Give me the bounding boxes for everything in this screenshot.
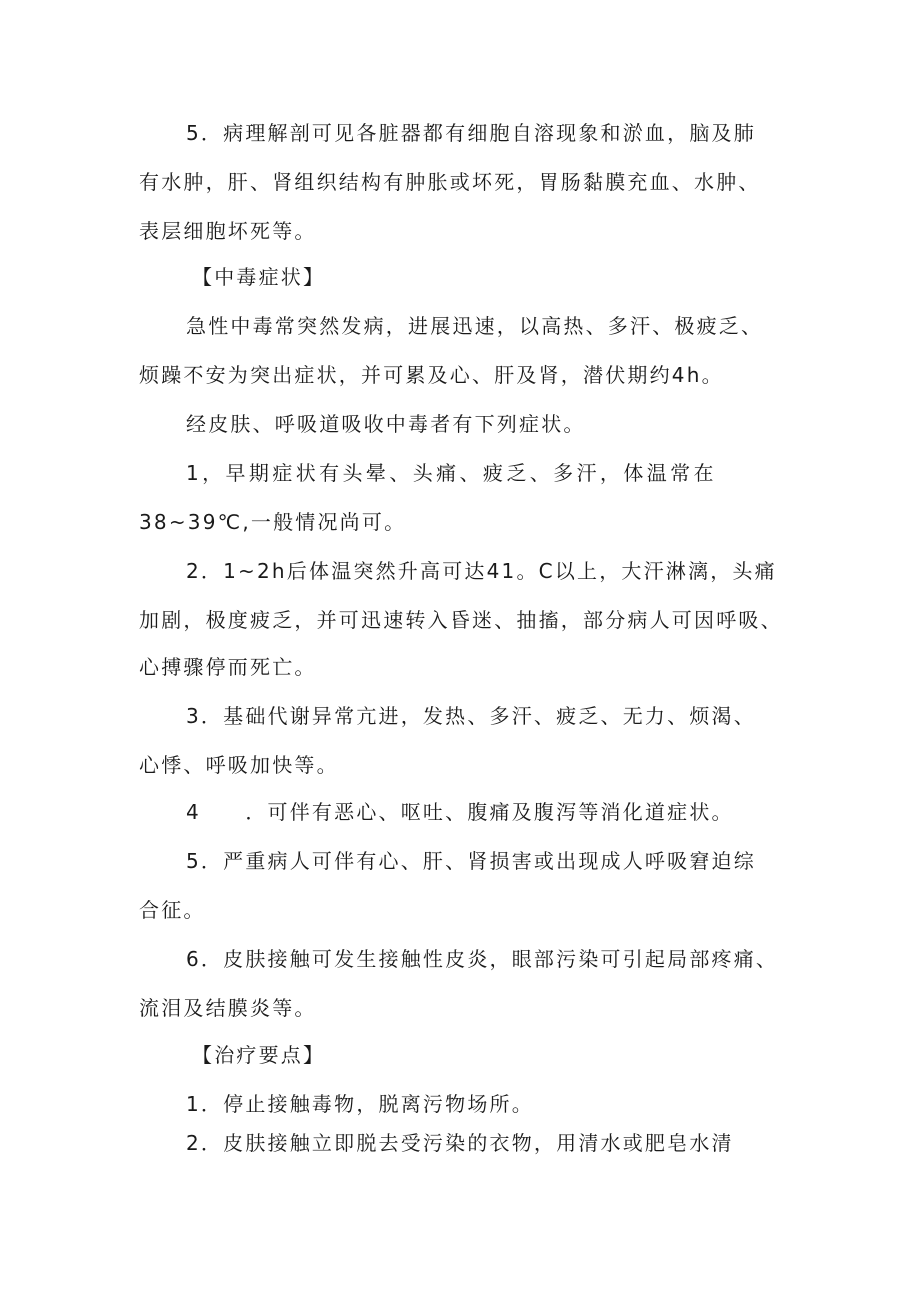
paragraph-line: 烦躁不安为突出症状，并可累及心、肝及肾，潜伏期约4h。: [139, 363, 724, 387]
paragraph-line: 5．病理解剖可见各脏器都有细胞自溶现象和淤血，脑及肺: [186, 121, 756, 145]
paragraph-line: 1，早期症状有头晕、头痛、疲乏、多汗，体温常在: [186, 461, 717, 485]
paragraph-line: 加剧，极度疲乏，并可迅速转入昏迷、抽搐，部分病人可因呼吸、: [139, 608, 783, 632]
paragraph-line: 心搏骤停而死亡。: [139, 655, 317, 679]
paragraph-line: 经皮肤、呼吸道吸收中毒者有下列症状。: [186, 412, 586, 436]
section-heading: 【治疗要点】: [192, 1043, 326, 1067]
paragraph-line: 流泪及结膜炎等。: [139, 996, 317, 1020]
paragraph-line: 心悸、呼吸加快等。: [139, 753, 339, 777]
paragraph-line: 合征。: [139, 898, 206, 922]
paragraph-line: 急性中毒常突然发病，进展迅速，以高热、多汗、极疲乏、: [186, 314, 764, 338]
section-heading: 【中毒症状】: [192, 265, 326, 289]
paragraph-line: 3．基础代谢异常亢进，发热、多汗、疲乏、无力、烦渴、: [186, 704, 756, 728]
paragraph-line: 表层细胞坏死等。: [139, 219, 317, 243]
paragraph-line: 6．皮肤接触可发生接触性皮炎，眼部污染可引起局部疼痛、: [186, 947, 779, 971]
paragraph-line: 38~39℃,一般情况尚可。: [139, 510, 407, 534]
paragraph-line: 2．1~2h后体温突然升高可达41。C以上，大汗淋漓，头痛: [186, 559, 777, 583]
paragraph-line: 4 ．可伴有恶心、呕吐、腹痛及腹泻等消化道症状。: [186, 800, 734, 824]
paragraph-line: 1．停止接触毒物，脱离污物场所。: [186, 1092, 534, 1116]
paragraph-line: 2．皮肤接触立即脱去受污染的衣物，用清水或肥皂水清: [186, 1131, 734, 1155]
paragraph-line: 有水肿，肝、肾组织结构有肿胀或坏死，胃肠黏膜充血、水肿、: [139, 170, 761, 194]
paragraph-line: 5．严重病人可伴有心、肝、肾损害或出现成人呼吸窘迫综: [186, 849, 756, 873]
